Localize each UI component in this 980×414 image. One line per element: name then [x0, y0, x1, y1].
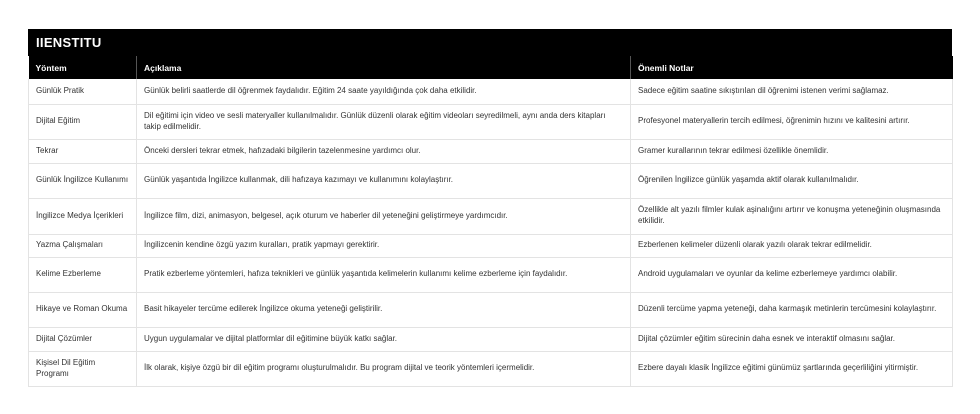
cell-description: Dil eğitimi için video ve sesli materyaller kullanılmalıdır. Günlük düzenli olarak eğitim videoları seyredilmeli, aynı anda ders kitapları takip edilmelidir. — [137, 104, 631, 139]
table-row — [29, 257, 953, 292]
table-header — [29, 56, 953, 79]
table-row — [29, 104, 953, 139]
cell-notes: Ezbere dayalı klasik İngilizce eğitimi günümüz şartlarında geçerliliğini yitirmiştir. — [631, 351, 953, 386]
header-row — [29, 56, 953, 79]
content-table-card — [28, 29, 952, 387]
cell-method: Dijital Eğitim — [29, 104, 137, 139]
brand-title: IIENSTITU — [28, 29, 952, 56]
cell-notes: Gramer kurallarının tekrar edilmesi özellikle önemlidir. — [631, 139, 953, 163]
cell-notes: Düzenli tercüme yapma yeteneği, daha karmaşık metinlerin tercümesini kolaylaştırır. — [631, 292, 953, 327]
table-row — [29, 79, 953, 104]
cell-method: Kelime Ezberleme — [29, 257, 137, 292]
table-row — [29, 234, 953, 257]
cell-method: Kişisel Dil Eğitim Programı — [29, 351, 137, 386]
cell-description: İlk olarak, kişiye özgü bir dil eğitim programı oluşturulmalıdır. Bu program dijital ve teorik yöntemleri içermelidir. — [137, 351, 631, 386]
table-row — [29, 327, 953, 351]
cell-notes: Sadece eğitim saatine sıkıştırılan dil öğrenimi istenen verimi sağlamaz. — [631, 79, 953, 104]
table-body — [29, 79, 953, 386]
table-row — [29, 198, 953, 234]
cell-description: Önceki dersleri tekrar etmek, hafızadaki bilgilerin tazelenmesine yardımcı olur. — [137, 139, 631, 163]
cell-description: İngilizce film, dizi, animasyon, belgesel, açık oturum ve haberler dil yeteneğini geliştirmeye yardımcıdır. — [137, 198, 631, 234]
table-row — [29, 351, 953, 386]
header-description: Açıklama — [137, 56, 631, 79]
cell-method: İngilizce Medya İçerikleri — [29, 198, 137, 234]
cell-notes: Ezberlenen kelimeler düzenli olarak yazılı olarak tekrar edilmelidir. — [631, 234, 953, 257]
cell-description: Günlük yaşantıda İngilizce kullanmak, dili hafızaya kazımayı ve kullanımını kolaylaştırır. — [137, 163, 631, 198]
cell-description: İngilizcenin kendine özgü yazım kuralları, pratik yapmayı gerektirir. — [137, 234, 631, 257]
cell-notes: Profesyonel materyallerin tercih edilmesi, öğrenimin hızını ve kalitesini artırır. — [631, 104, 953, 139]
cell-notes: Özellikle alt yazılı filmler kulak aşinalığını artırır ve konuşma yeteneğinin oluşmasında etkilidir. — [631, 198, 953, 234]
cell-description: Uygun uygulamalar ve dijital platformlar dil eğitimine büyük katkı sağlar. — [137, 327, 631, 351]
table-row — [29, 163, 953, 198]
header-method: Yöntem — [29, 56, 137, 79]
cell-notes: Android uygulamaları ve oyunlar da kelime ezberlemeye yardımcı olabilir. — [631, 257, 953, 292]
cell-description: Basit hikayeler tercüme edilerek İngilizce okuma yeteneği geliştirilir. — [137, 292, 631, 327]
cell-method: Günlük İngilizce Kullanımı — [29, 163, 137, 198]
cell-description: Pratik ezberleme yöntemleri, hafıza teknikleri ve günlük yaşantıda kelimelerin kullanımı kelime ezberleme için faydalıdır. — [137, 257, 631, 292]
cell-method: Yazma Çalışmaları — [29, 234, 137, 257]
cell-method: Hikaye ve Roman Okuma — [29, 292, 137, 327]
cell-notes: Öğrenilen İngilizce günlük yaşamda aktif olarak kullanılmalıdır. — [631, 163, 953, 198]
cell-method: Tekrar — [29, 139, 137, 163]
table-row — [29, 139, 953, 163]
methods-table — [28, 56, 953, 387]
header-notes: Önemli Notlar — [631, 56, 953, 79]
cell-description: Günlük belirli saatlerde dil öğrenmek faydalıdır. Eğitim 24 saate yayıldığında çok daha etkilidir. — [137, 79, 631, 104]
cell-method: Dijital Çözümler — [29, 327, 137, 351]
cell-notes: Dijital çözümler eğitim sürecinin daha esnek ve interaktif olmasını sağlar. — [631, 327, 953, 351]
cell-method: Günlük Pratik — [29, 79, 137, 104]
table-row — [29, 292, 953, 327]
